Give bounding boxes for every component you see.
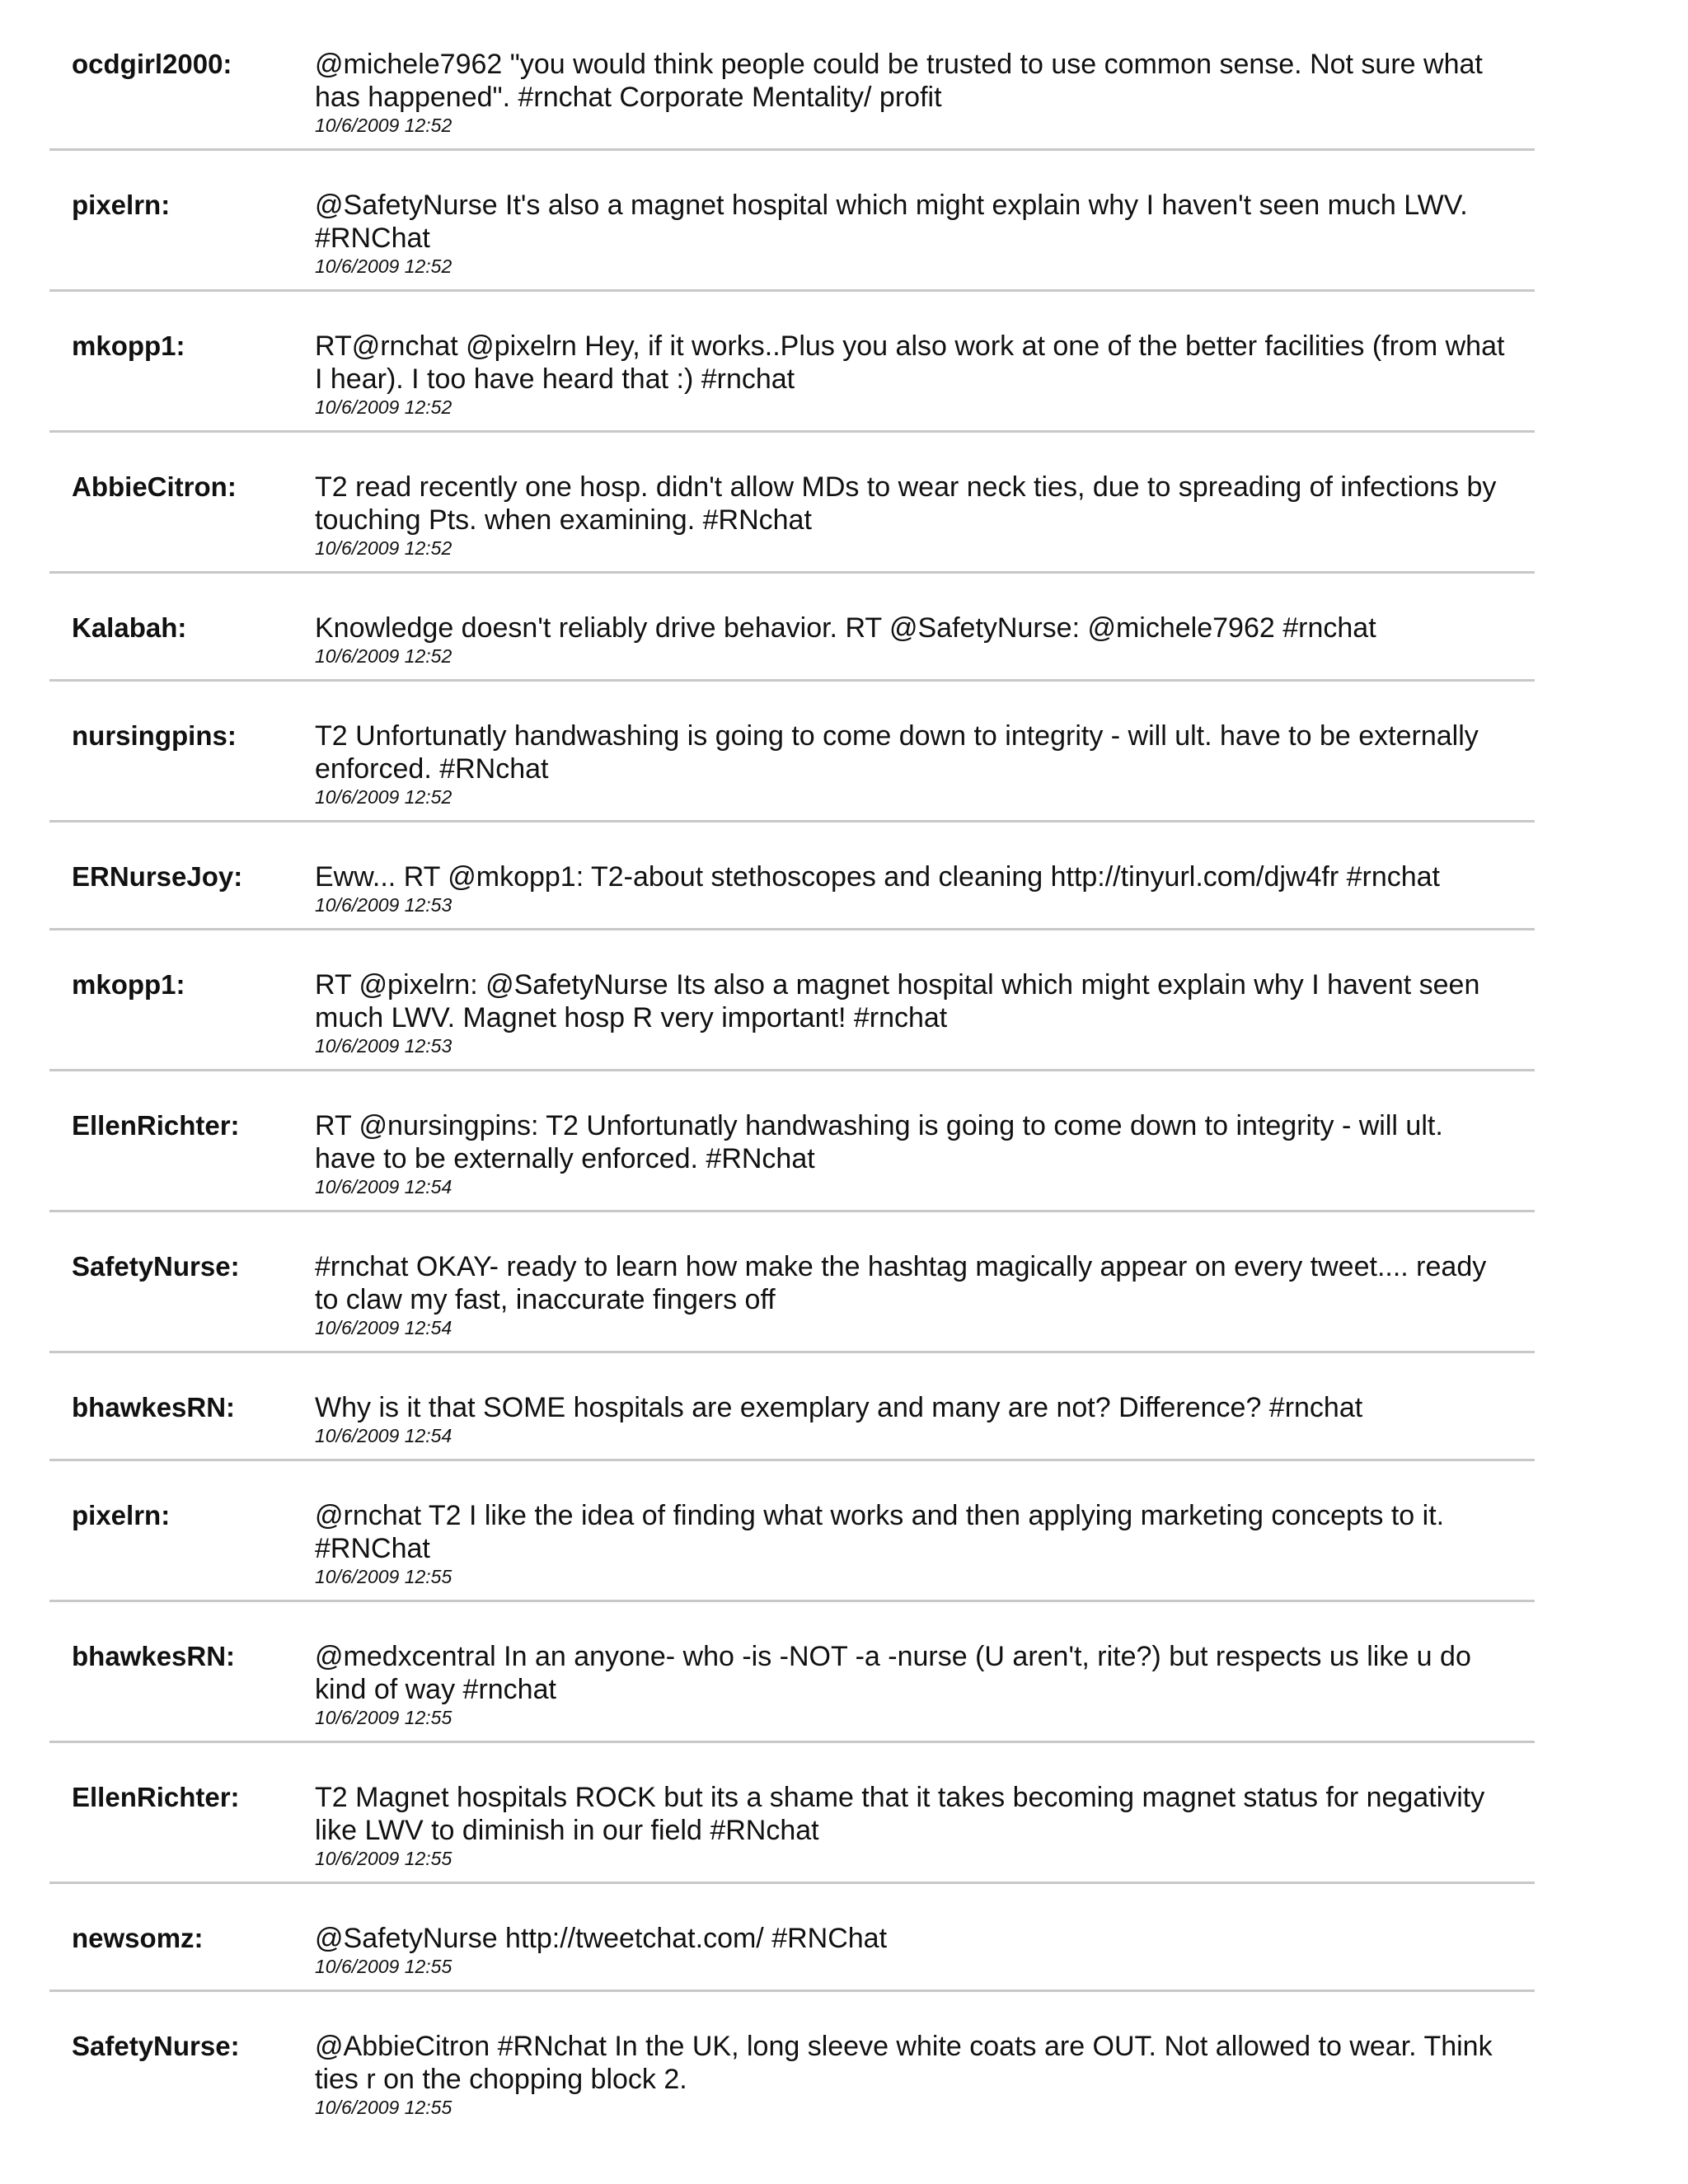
tweet-content [315,713,1535,808]
tweet-content [315,2023,1535,2119]
tweet-text: RT@rnchat @pixelrn Hey, if it works..Plus you also work at one of the better facilities (from what I hear). I too have heard that :) #rnchat [315,330,1505,395]
tweet-author: newsomz: [72,1923,204,1953]
tweet-content [315,854,1535,916]
tweet-row [49,1103,1535,1212]
tweet-row [49,713,1535,823]
tweet-timestamp: 10/6/2009 12:52 [315,115,452,136]
tweet-text: Eww... RT @mkopp1: T2-about stethoscopes and cleaning http://tinyurl.com/djw4fr #rnchat [315,861,1440,893]
tweet-text: T2 read recently one hosp. didn't allow MDs to wear neck ties, due to spreading of infections by touching Pts. when examining. #RNchat [315,471,1497,536]
tweet-author: bhawkesRN: [72,1641,236,1671]
tweet-row [49,41,1535,151]
tweet-author: nursingpins: [72,720,237,751]
tweet-row [49,323,1535,433]
tweet-content [315,41,1535,137]
tweet-content [315,1385,1535,1447]
tweet-content [315,323,1535,419]
tweet-text: @SafetyNurse It's also a magnet hospital which might explain why I haven't seen much LWV. #RNChat [315,190,1468,254]
tweet-text: T2 Unfortunatly handwashing is going to come down to integrity - will ult. have to be externally enforced. #RNchat [315,720,1479,785]
tweet-content [315,464,1535,560]
tweet-author: pixelrn: [72,190,171,220]
tweet-row [49,1244,1535,1353]
tweet-timestamp: 10/6/2009 12:53 [315,894,452,916]
tweet-row [49,962,1535,1071]
tweet-content [315,605,1535,668]
tweet-text: RT @nursingpins: T2 Unfortunatly handwashing is going to come down to integrity - will ult. have to be externally enforced. #RNchat [315,1110,1443,1174]
tweet-row [49,2023,1535,2130]
tweet-timestamp: 10/6/2009 12:55 [315,1848,452,1869]
tweet-content [315,1633,1535,1729]
tweet-timestamp: 10/6/2009 12:52 [315,786,452,808]
tweet-timestamp: 10/6/2009 12:52 [315,645,452,667]
tweet-content [315,1103,1535,1198]
tweet-author: SafetyNurse: [72,1251,240,1282]
tweet-row [49,182,1535,292]
tweet-row [49,1915,1535,1992]
tweet-author: SafetyNurse: [72,2031,240,2061]
tweet-author: mkopp1: [72,969,185,1000]
tweet-timestamp: 10/6/2009 12:52 [315,255,452,277]
tweet-timestamp: 10/6/2009 12:52 [315,396,452,418]
tweet-content [315,962,1535,1057]
tweet-text: @rnchat T2 I like the idea of finding what works and then applying marketing concepts to it. #RNChat [315,1500,1445,1564]
tweet-timestamp: 10/6/2009 12:54 [315,1425,452,1446]
tweet-row [49,1385,1535,1461]
tweet-timestamp: 10/6/2009 12:55 [315,1956,452,1977]
tweet-author: bhawkesRN: [72,1392,236,1422]
tweet-timestamp: 10/6/2009 12:54 [315,1176,452,1197]
tweet-author: pixelrn: [72,1500,171,1530]
tweet-row [49,1774,1535,1884]
tweet-row [49,1493,1535,1602]
tweet-author: ERNurseJoy: [72,861,243,892]
tweet-text: @medxcentral In an anyone- who -is -NOT -a -nurse (U aren't, rite?) but respects us like u do kind of way #rnchat [315,1641,1471,1705]
tweet-content [315,1774,1535,1870]
tweet-list [49,41,1535,2162]
tweet-row [49,1633,1535,1743]
tweet-text: @michele7962 "you would think people could be trusted to use common sense. Not sure what has happened". #rnchat Corporate Mentality/ profit [315,49,1483,113]
tweet-text: @AbbieCitron #RNchat In the UK, long sleeve white coats are OUT. Not allowed to wear. Think ties r on the chopping block 2. [315,2031,1493,2095]
tweet-timestamp: 10/6/2009 12:55 [315,1566,452,1587]
tweet-content [315,1244,1535,1339]
tweet-row [49,605,1535,682]
tweet-timestamp: 10/6/2009 12:55 [315,2097,452,2118]
tweet-text: @SafetyNurse http://tweetchat.com/ #RNChat [315,1923,888,1954]
tweet-content [315,1915,1535,1978]
tweet-text: Knowledge doesn't reliably drive behavior. RT @SafetyNurse: @michele7962 #rnchat [315,612,1376,644]
tweet-text: Why is it that SOME hospitals are exemplary and many are not? Difference? #rnchat [315,1392,1363,1423]
tweet-timestamp: 10/6/2009 12:54 [315,1317,452,1338]
tweet-row [49,464,1535,574]
tweet-timestamp: 10/6/2009 12:52 [315,537,452,559]
tweet-text: T2 Magnet hospitals ROCK but its a shame that it takes becoming magnet status for negativity like LWV to diminish in our field #RNchat [315,1782,1485,1846]
tweet-author: EllenRichter: [72,1782,240,1812]
tweet-author: AbbieCitron: [72,471,237,502]
tweet-timestamp: 10/6/2009 12:53 [315,1035,452,1057]
tweet-row [49,854,1535,930]
tweet-content [315,182,1535,278]
tweet-text: RT @pixelrn: @SafetyNurse Its also a magnet hospital which might explain why I havent seen much LWV. Magnet hosp R very important! #rnchat [315,969,1480,1033]
tweet-text: #rnchat OKAY- ready to learn how make the hashtag magically appear on every tweet.... ready to claw my fast, inaccurate fingers off [315,1251,1487,1315]
tweet-author: mkopp1: [72,330,185,361]
tweet-author: EllenRichter: [72,1110,240,1141]
tweet-author: ocdgirl2000: [72,49,232,79]
tweet-timestamp: 10/6/2009 12:55 [315,1707,452,1728]
tweet-content [315,1493,1535,1588]
tweet-author: Kalabah: [72,612,187,643]
